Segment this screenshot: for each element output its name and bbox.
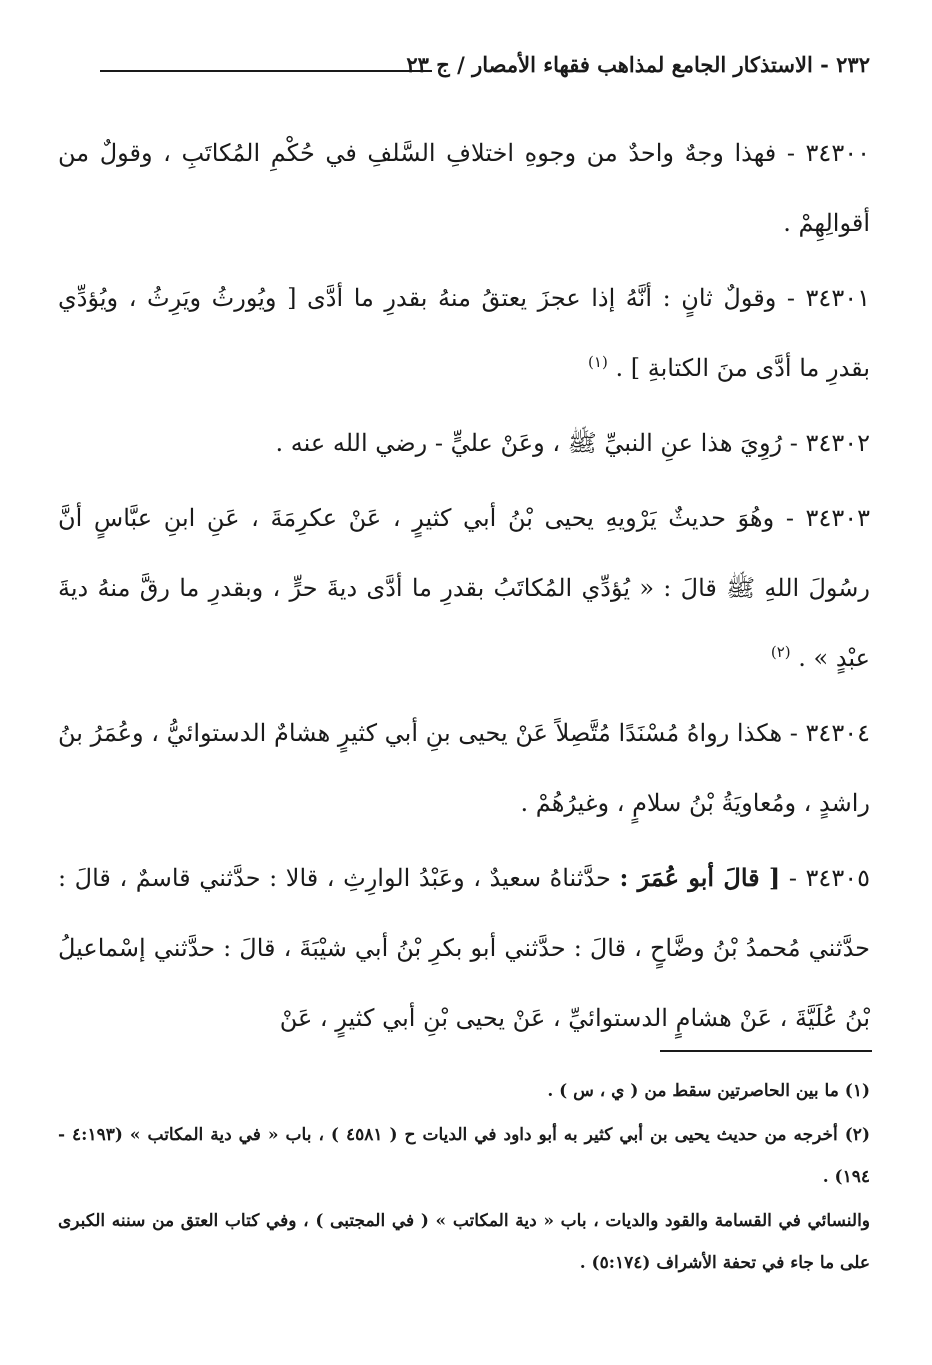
footnote-1 bbox=[58, 1070, 870, 1112]
footnote-text: والنسائي في القسامة والقود والديات ، باب « دية المكاتب » ( في المجتبى ) ، وفي كتاب العتق من سننه الكبرى على ما جاء في تحفة الأشراف (٥:١٧٤) . bbox=[58, 1211, 870, 1273]
footnote-marker: (١) bbox=[844, 1081, 870, 1101]
paragraph-text: فهذا وجهٌ واحدٌ من وجوهِ اختلافِ السَّلفِ في حُكْمِ المُكاتَبِ ، وقولٌ من أقوالِهِمْ . bbox=[58, 139, 870, 237]
running-header: ٢٣٢ - الاستذكار الجامع لمذاهب فقهاء الأمصار / ج ٢٣ bbox=[406, 52, 870, 77]
paragraph-34303 bbox=[58, 483, 870, 693]
paragraph-number: ٣٤٣٠٣ - bbox=[785, 504, 870, 532]
paragraph-number: ٣٤٣٠٥ - bbox=[788, 864, 870, 892]
footnote-2 bbox=[58, 1114, 870, 1198]
paragraph-34304 bbox=[58, 698, 870, 838]
footnotes bbox=[58, 1070, 870, 1286]
paragraph-number: ٣٤٣٠٢ - bbox=[789, 429, 870, 457]
paragraph-34302 bbox=[58, 408, 870, 478]
footnote-rule bbox=[660, 1050, 872, 1052]
footnote-2-continued bbox=[58, 1200, 870, 1284]
paragraph-text: وقولٌ ثانٍ : أنَّهُ إذا عجزَ يعتقُ منهُ بقدرِ ما أدَّى [ ويُورثُ ويَرِثُ ، ويُؤدِّي بقدرِ ما أدَّى منَ الكتابةِ ] . bbox=[58, 284, 870, 382]
paragraph-text: وهُوَ حديثٌ يَرْويهِ يحيى بْنُ أبي كثيرٍ ، عَنْ عكرِمَةَ ، عَنِ ابنِ عبَّاسٍ أنَّ رسُولَ اللهِ ﷺ قالَ : « يُؤدِّي المُكاتَبُ بقدرِ ما أدَّى ديةَ حرٍّ ، وبقدرِ ما رقَّ منهُ ديةَ عبْدٍ » . bbox=[58, 504, 870, 672]
paragraph-34305 bbox=[58, 843, 870, 1053]
paragraph-number: ٣٤٣٠٤ - bbox=[789, 719, 870, 747]
footnote-text: أخرجه من حديث يحيى بن أبي كثير به أبو داود في الديات ح ( ٤٥٨١ ) ، باب « في دية المكاتب » (٤:١٩٣ - ١٩٤) . bbox=[58, 1125, 870, 1187]
paragraph-34300 bbox=[58, 118, 870, 258]
footnote-reference: (٢) bbox=[770, 643, 791, 661]
paragraph-text: هكذا رواهُ مُسْنَدًا مُتَّصِلاً عَنْ يحيى بنِ أبي كثيرٍ هشامٌ الدستوائيُّ ، وعُمَرُ بنُ راشدٍ ، ومُعاويَةُ بْنُ سلامٍ ، وغيرُهُمْ . bbox=[58, 719, 870, 817]
footnote-marker: (٢) bbox=[844, 1125, 870, 1145]
paragraph-text: حدَّثناهُ سعيدٌ ، وعَبْدُ الوارِثِ ، قالا : حدَّثني قاسمٌ ، قالَ : حدَّثني مُحمدُ بْنُ وضَّاحٍ ، قالَ : حدَّثني أبو بكرِ بْنُ أبي شيْبَةَ ، قالَ : حدَّثني إسْماعيلُ بْنُ عُلَيَّةَ ، عَنْ هشامٍ الدستوائيِّ ، عَنْ يحيى بْنِ أبي كثيرٍ ، عَنْ bbox=[58, 864, 870, 1032]
paragraph-number: ٣٤٣٠١ - bbox=[786, 284, 870, 312]
paragraph-bold-lead: [ قالَ أبو عُمَرَ : bbox=[619, 863, 781, 892]
paragraph-number: ٣٤٣٠٠ - bbox=[786, 139, 870, 167]
header-rule bbox=[100, 70, 432, 72]
footnote-reference: (١) bbox=[588, 353, 608, 371]
body-text bbox=[58, 118, 870, 1058]
paragraph-text: رُوِيَ هذا عنِ النبيِّ ﷺ ، وعَنْ عليٍّ - رضي الله عنه . bbox=[275, 429, 783, 457]
paragraph-34301 bbox=[58, 263, 870, 403]
footnote-text: ما بين الحاصرتين سقط من ( ي ، س ) . bbox=[547, 1081, 839, 1101]
